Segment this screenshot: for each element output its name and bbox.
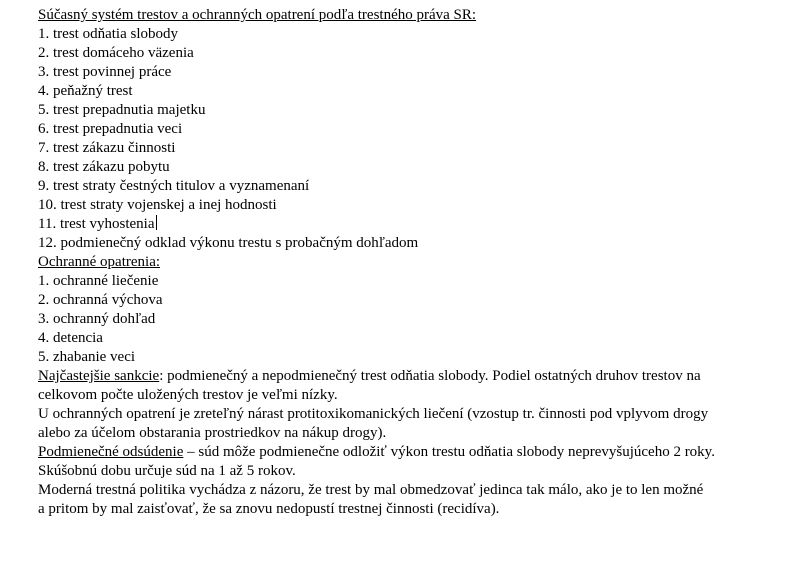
penalty-item-2: 2. trest domáceho väzenia (38, 45, 194, 61)
heading-measures: Ochranné opatrenia: (38, 254, 161, 270)
sanctions-text: : podmienečný a nepodmienečný trest odňatia slobody. Podiel ostatných druhov trestov na (159, 368, 701, 384)
measure-item-5: 5. zhabanie veci (38, 349, 136, 365)
penalty-item-9: 9. trest straty čestných titulov a vyznamenaní (38, 178, 310, 194)
penalty-item-11-text: 11. trest vyhostenia (38, 216, 155, 232)
penalty-item-7: 7. trest zákazu činnosti (38, 140, 176, 156)
penalty-item-11 (38, 215, 157, 234)
penalty-item-12: 12. podmienečný odklad výkonu trestu s probačným dohľadom (38, 235, 419, 251)
penalty-item-10: 10. trest straty vojenskej a inej hodnosti (38, 197, 277, 213)
measure-item-2: 2. ochranná výchova (38, 292, 163, 308)
heading-main: Súčasný systém trestov a ochranných opatrení podľa trestného práva SR: (38, 7, 477, 23)
measure-item-4: 4. detencia (38, 330, 103, 346)
penalty-item-8: 8. trest zákazu pobytu (38, 159, 170, 175)
paragraph-measures-line-2: alebo za účelom obstarania prostriedkov na nákup drogy). (38, 425, 387, 441)
paragraph-sanctions-line-2: celkovom počte uložených trestov je veľmi nízky. (38, 387, 338, 403)
paragraph-measures-line-1: U ochranných opatrení je zreteľný nárast protitoxikomanických liečení (vzostup tr. činnosti pod vplyvom drogy (38, 406, 709, 422)
measure-item-1: 1. ochranné liečenie (38, 273, 159, 289)
penalty-item-5: 5. trest prepadnutia majetku (38, 102, 206, 118)
penalty-item-6: 6. trest prepadnutia veci (38, 121, 183, 137)
measure-item-3: 3. ochranný dohľad (38, 311, 156, 327)
conditional-label: Podmienečné odsúdenie (38, 444, 184, 460)
conditional-text: – súd môže podmienečne odložiť výkon trestu odňatia slobody neprevyšujúceho 2 roky. (183, 444, 715, 460)
paragraph-conditional-line-2: Skúšobnú dobu určuje súd na 1 až 5 rokov. (38, 463, 296, 479)
paragraph-policy-line-1: Moderná trestná politika vychádza z názoru, že trest by mal obmedzovať jedinca tak málo, ako je to len možné (38, 482, 704, 498)
penalty-item-1: 1. trest odňatia slobody (38, 26, 178, 42)
sanctions-label: Najčastejšie sankcie (38, 368, 160, 384)
text-cursor (156, 215, 157, 230)
paragraph-conditional-line-1 (38, 443, 715, 462)
penalty-item-3: 3. trest povinnej práce (38, 64, 172, 80)
paragraph-policy-line-2: a pritom by mal zaisťovať, že sa znovu nedopustí trestnej činnosti (recidíva). (38, 501, 500, 517)
penalty-item-4: 4. peňažný trest (38, 83, 133, 99)
paragraph-sanctions-line-1 (38, 367, 701, 386)
